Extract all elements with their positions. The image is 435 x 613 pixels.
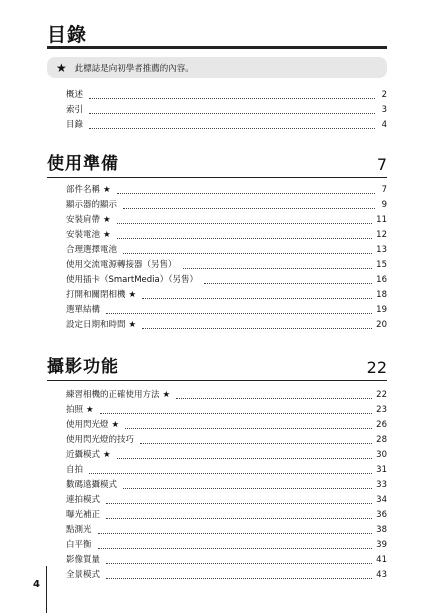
dot-leader (123, 252, 372, 254)
dot-leader (98, 547, 373, 549)
star-icon: ★ (103, 230, 111, 240)
folio-rule (46, 566, 47, 613)
toc-entry-label-group (66, 435, 134, 446)
toc-entry-label-group (66, 405, 94, 416)
dot-leader (89, 112, 375, 114)
toc-entry-label-group (66, 570, 100, 581)
section-rule (47, 177, 387, 178)
toc-entry[interactable] (66, 506, 387, 521)
toc-entry-label: 目錄 (66, 120, 84, 130)
toc-entry-label-group (66, 390, 170, 401)
dot-leader (142, 297, 372, 299)
toc-entry-label-group (66, 495, 100, 506)
toc-entry-label: 選單結構 (66, 305, 101, 315)
toc-entry-label: 近攝模式 (66, 450, 101, 460)
dot-leader (106, 562, 372, 564)
star-icon: ★ (128, 320, 137, 330)
dot-leader (117, 192, 375, 194)
dot-leader (123, 207, 375, 209)
toc-entry-label: 使用插卡（SmartMedia）（另售） (66, 275, 198, 285)
dot-leader (140, 442, 372, 444)
toc-entry-label: 全景模式 (66, 570, 101, 580)
toc-entry-label: 打開和關閉相機 (66, 290, 126, 300)
star-icon: ★ (56, 60, 67, 75)
toc-entry[interactable] (66, 316, 387, 331)
toc-entry-label-group (66, 290, 136, 301)
toc-entry-label-group (66, 185, 111, 196)
star-icon: ★ (162, 390, 171, 400)
dot-leader (106, 577, 372, 579)
toc-entry-label-group (66, 215, 111, 226)
toc-entry-page-number: 22 (376, 390, 387, 400)
toc-entry-label-group (66, 465, 83, 476)
section-heading-shooting[interactable] (47, 355, 387, 377)
toc-entry-label-group (66, 480, 117, 491)
beginner-notice (47, 57, 387, 78)
toc-intro-list (66, 86, 387, 131)
toc-entry-label: 安裝電池 (66, 230, 101, 240)
dot-leader (89, 97, 375, 99)
toc-entry-page-number: 4 (381, 120, 387, 130)
toc-entry-page-number: 7 (381, 185, 387, 195)
toc-entry-label: 數碼遠攝模式 (66, 480, 118, 490)
toc-entry-label-group (66, 275, 198, 286)
toc-entry-page-number: 33 (376, 480, 387, 490)
toc-entry-label-group (66, 105, 83, 116)
toc-entry[interactable] (66, 491, 387, 506)
toc-entry-label-group (66, 245, 117, 256)
star-icon: ★ (86, 405, 94, 415)
toc-entry-label-group (66, 230, 111, 241)
toc-entry-label: 設定日期和時間 (66, 320, 126, 330)
toc-entry[interactable] (66, 226, 387, 241)
toc-entry[interactable] (66, 401, 387, 416)
toc-entry[interactable] (66, 86, 387, 101)
toc-entry[interactable] (66, 476, 387, 491)
section-heading-preparation[interactable] (47, 152, 387, 174)
toc-entry[interactable] (66, 446, 387, 461)
toc-entry-label: 概述 (66, 90, 84, 100)
dot-leader (123, 487, 372, 489)
toc-entry-label-group (66, 260, 177, 271)
toc-entry-label-group (66, 90, 83, 101)
toc-entry-label: 白平衡 (66, 540, 92, 550)
section-page-number: 7 (376, 155, 387, 174)
dot-leader (117, 222, 373, 224)
dot-leader (100, 412, 373, 414)
toc-entry-label-group (66, 555, 100, 566)
toc-entry-label-group (66, 305, 100, 316)
dot-leader (204, 282, 372, 284)
toc-entry[interactable] (66, 536, 387, 551)
toc-entry-label-group (66, 510, 100, 521)
toc-entry-page-number: 31 (376, 465, 387, 475)
page-title: 目錄 (47, 24, 88, 46)
toc-entry-label-group (66, 450, 111, 461)
dot-leader (89, 472, 372, 474)
toc-section-shooting (66, 386, 387, 581)
notice-text: 此標誌是向初學者推薦的內容。 (74, 63, 194, 74)
toc-entry-page-number: 16 (376, 275, 387, 285)
toc-entry-page-number: 43 (376, 570, 387, 580)
toc-entry-page-number: 19 (376, 305, 387, 315)
toc-entry-page-number: 30 (376, 450, 387, 460)
toc-entry-page-number: 41 (376, 555, 387, 565)
star-icon: ★ (128, 290, 137, 300)
toc-entry-label: 影像質量 (66, 555, 101, 565)
toc-entry-label-group (66, 200, 117, 211)
toc-entry-label: 連拍模式 (66, 495, 101, 505)
toc-entry-page-number: 20 (376, 320, 387, 330)
dot-leader (98, 532, 373, 534)
toc-entry-page-number: 26 (376, 420, 387, 430)
toc-entry-page-number: 38 (376, 525, 387, 535)
toc-entry[interactable] (66, 116, 387, 131)
toc-entry-label: 合理選擇電池 (66, 245, 118, 255)
title-rule (47, 46, 387, 49)
toc-entry-label: 索引 (66, 105, 84, 115)
toc-entry-page-number: 15 (376, 260, 387, 270)
toc-entry-page-number: 3 (381, 105, 387, 115)
toc-entry-label-group (66, 320, 136, 331)
toc-entry[interactable] (66, 566, 387, 581)
toc-entry[interactable] (66, 181, 387, 196)
toc-entry-label-group (66, 525, 92, 536)
toc-entry[interactable] (66, 101, 387, 116)
toc-entry-page-number: 36 (376, 510, 387, 520)
star-icon: ★ (103, 185, 111, 195)
section-page-number: 22 (366, 358, 387, 377)
toc-entry-page-number: 2 (381, 90, 387, 100)
dot-leader (183, 267, 373, 269)
toc-entry-label: 練習相機的正確使用方法 (66, 390, 160, 400)
dot-leader (117, 457, 373, 459)
dot-leader (106, 312, 372, 314)
dot-leader (89, 127, 375, 129)
toc-section-preparation (66, 181, 387, 331)
section-title: 攝影功能 (47, 357, 119, 377)
toc-entry[interactable] (66, 271, 387, 286)
toc-entry-page-number: 11 (376, 215, 387, 225)
toc-entry-page-number: 13 (376, 245, 387, 255)
toc-entry[interactable] (66, 286, 387, 301)
toc-entry[interactable] (66, 241, 387, 256)
toc-entry[interactable] (66, 256, 387, 271)
star-icon: ★ (103, 450, 111, 460)
toc-entry[interactable] (66, 551, 387, 566)
toc-entry-page-number: 28 (376, 435, 387, 445)
toc-entry-label: 拍照 (66, 405, 84, 415)
toc-entry[interactable] (66, 431, 387, 446)
toc-entry[interactable] (66, 196, 387, 211)
toc-entry-label: 部件名稱 (66, 185, 101, 195)
toc-entry-label-group (66, 420, 119, 431)
toc-entry-label: 使用閃光燈的技巧 (66, 435, 135, 445)
toc-entry-label: 點測光 (66, 525, 92, 535)
toc-entry-page-number: 12 (376, 230, 387, 240)
toc-entry-page-number: 34 (376, 495, 387, 505)
toc-entry[interactable] (66, 386, 387, 401)
toc-entry-label: 使用閃光燈 (66, 420, 109, 430)
toc-entry-page-number: 39 (376, 540, 387, 550)
dot-leader (117, 237, 373, 239)
toc-entry[interactable] (66, 461, 387, 476)
toc-entry-label-group (66, 120, 83, 131)
toc-entry[interactable] (66, 211, 387, 226)
toc-entry-page-number: 9 (381, 200, 387, 210)
dot-leader (125, 427, 372, 429)
toc-entry[interactable] (66, 301, 387, 316)
toc-entry[interactable] (66, 521, 387, 536)
toc-entry-label: 使用交流電源轉接器（另售） (66, 260, 177, 270)
toc-entry-label: 顯示器的顯示 (66, 200, 118, 210)
dot-leader (106, 517, 372, 519)
star-icon: ★ (103, 215, 111, 225)
dot-leader (106, 502, 372, 504)
page-number: 4 (33, 579, 40, 590)
star-icon: ★ (111, 420, 120, 430)
toc-entry-page-number: 23 (376, 405, 387, 415)
toc-entry-page-number: 18 (376, 290, 387, 300)
section-rule (47, 380, 387, 381)
toc-entry-label: 安裝肩帶 (66, 215, 101, 225)
dot-leader (142, 327, 372, 329)
toc-entry-label: 自拍 (66, 465, 84, 475)
section-title: 使用準備 (47, 154, 119, 174)
toc-entry[interactable] (66, 416, 387, 431)
dot-leader (176, 397, 372, 399)
toc-entry-label: 曝光補正 (66, 510, 101, 520)
toc-entry-label-group (66, 540, 92, 551)
